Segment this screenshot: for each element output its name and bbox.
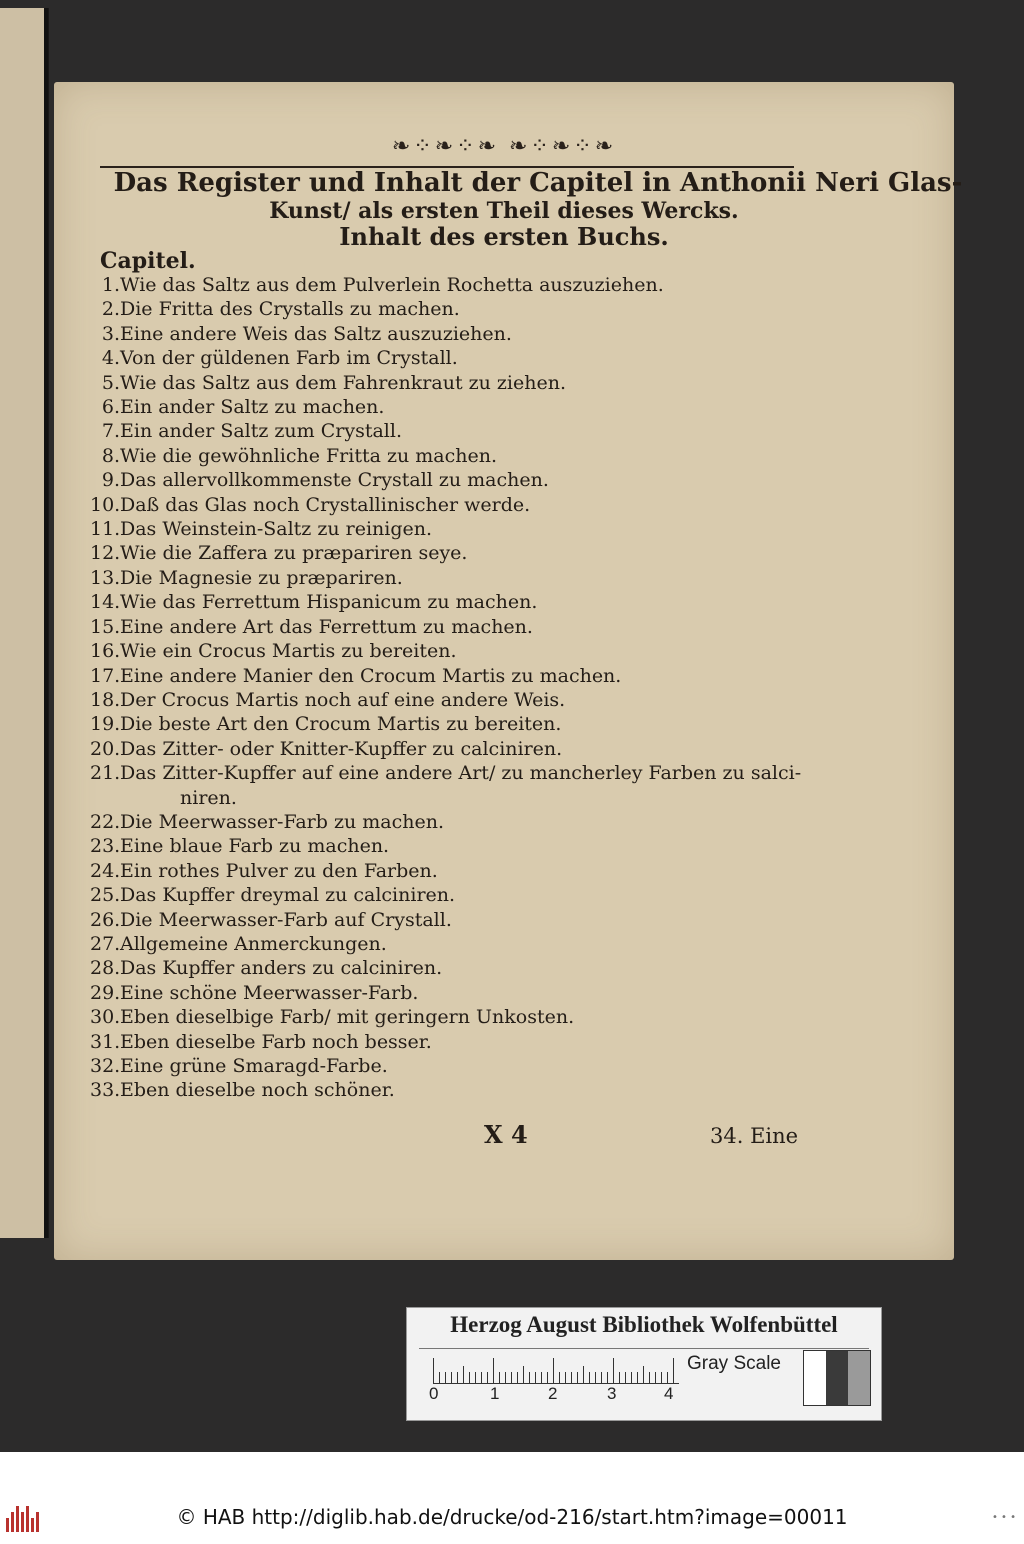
chapter-number: 3. — [101, 322, 120, 345]
ruler-tick — [445, 1372, 446, 1384]
gray-scale-label: Gray Scale — [687, 1353, 781, 1374]
ruler-tick — [571, 1372, 572, 1384]
chapter-title: Ein rothes Pulver zu den Farben. — [120, 859, 438, 882]
chapter-number: 32. — [90, 1055, 121, 1077]
gray-swatches — [803, 1350, 871, 1406]
ruler-tick — [595, 1372, 596, 1384]
ruler-label-1: 1 — [490, 1384, 500, 1403]
ruler-label-0: 0 — [429, 1384, 439, 1403]
footer-bar — [0, 1452, 1024, 1544]
chapter-number: 27. — [90, 932, 121, 955]
chapter-title: Die Magnesie zu præpariren. — [120, 566, 403, 589]
chapter-entry — [90, 712, 810, 736]
chapter-entry — [90, 908, 810, 932]
ruler-label-3: 3 — [607, 1384, 617, 1403]
chapter-title: Eben dieselbe noch schöner. — [120, 1079, 395, 1102]
chapter-title: Daß das Glas noch Crystallinischer werde. — [120, 493, 531, 516]
chapter-entry — [90, 810, 810, 834]
chapter-number: 21. — [90, 762, 121, 785]
ruler-tick — [613, 1358, 614, 1384]
page-gutter — [44, 8, 48, 1238]
chapter-title: Eine andere Manier den Crocum Martis zu machen. — [120, 664, 622, 687]
chapter-entry — [90, 615, 810, 639]
ruler-tick — [607, 1372, 608, 1384]
page-title-line-1: Das Register und Inhalt der Capitel in Anthonii Neri Glas- — [113, 168, 963, 198]
chapter-entry — [90, 664, 810, 688]
card-divider — [419, 1348, 869, 1349]
ruler-tick — [631, 1372, 632, 1384]
ruler-tick — [499, 1372, 500, 1384]
ruler-tick — [625, 1372, 626, 1384]
ruler-tick — [505, 1372, 506, 1384]
ruler-tick — [541, 1372, 542, 1384]
chapter-title: Eine grüne Smaragd-Farbe. — [120, 1055, 388, 1077]
chapter-number: 9. — [101, 469, 120, 492]
chapter-title: Ein ander Saltz zum Crystall. — [120, 420, 402, 443]
chapter-number: 31. — [90, 1030, 121, 1053]
ruler-tick — [565, 1372, 566, 1384]
ruler-tick — [547, 1372, 548, 1384]
ruler-tick — [493, 1358, 494, 1384]
ruler-tick — [601, 1372, 602, 1384]
chapter-title: Das Weinstein-Saltz zu reinigen. — [120, 518, 433, 541]
chapter-title: Eine andere Art das Ferrettum zu machen. — [120, 615, 533, 638]
chapter-entry — [90, 395, 810, 419]
chapter-title: Wie das Saltz aus dem Fahrenkraut zu ziehen. — [120, 371, 566, 394]
chapter-title: Wie ein Crocus Martis zu bereiten. — [120, 640, 457, 663]
ruler-tick — [481, 1372, 482, 1384]
chapter-entry — [90, 517, 810, 541]
chapter-entry — [90, 639, 810, 663]
chapter-number: 26. — [90, 908, 121, 931]
chapter-entry — [90, 834, 810, 858]
ruler-tick — [529, 1372, 530, 1384]
chapter-entry — [90, 297, 810, 321]
chapter-entry — [90, 468, 810, 492]
chapter-number: 5. — [101, 371, 120, 394]
ruler-tick — [451, 1372, 452, 1384]
chapter-title: Ein ander Saltz zu machen. — [120, 396, 385, 419]
chapter-title: Die Fritta des Crystalls zu machen. — [120, 298, 460, 321]
ruler-tick — [511, 1372, 512, 1384]
chapter-number: 20. — [90, 737, 121, 760]
ruler-tick — [487, 1372, 488, 1384]
ruler-tick — [589, 1372, 590, 1384]
chapter-title-continuation: niren. — [180, 786, 237, 809]
ruler-tick — [673, 1358, 674, 1384]
chapter-number: 14. — [90, 591, 121, 614]
previous-page-edge — [0, 8, 49, 1238]
chapter-entry — [90, 1054, 810, 1078]
ruler-tick — [661, 1372, 662, 1384]
ruler-tick — [655, 1372, 656, 1384]
chapter-title: Eben dieselbe Farb noch besser. — [120, 1030, 432, 1053]
chapter-number: 29. — [90, 981, 121, 1004]
chapter-number: 4. — [101, 347, 120, 370]
chapter-entry — [90, 859, 810, 883]
ruler-tick — [643, 1366, 644, 1384]
chapter-number: 17. — [90, 664, 121, 687]
chapter-title: Die Meerwasser-Farb auf Crystall. — [120, 908, 452, 931]
page-title-line-2: Kunst/ als ersten Theil dieses Wercks. — [269, 198, 739, 224]
chapter-entry — [90, 566, 810, 590]
swatch-gray — [848, 1351, 870, 1405]
chapter-entry — [90, 688, 810, 712]
chapter-number: 1. — [101, 274, 120, 296]
ruler-tick — [523, 1366, 524, 1384]
ruler-tick — [667, 1372, 668, 1384]
chapter-number: 18. — [90, 688, 121, 711]
ruler-tick — [463, 1366, 464, 1384]
chapter-number: 10. — [90, 493, 121, 516]
chapter-title: Wie das Ferrettum Hispanicum zu machen. — [120, 591, 538, 614]
color-reference-card — [406, 1307, 882, 1421]
ruler-tick — [457, 1372, 458, 1384]
chapter-title: Der Crocus Martis noch auf eine andere Weis. — [120, 688, 566, 711]
chapter-title: Eben dieselbige Farb/ mit geringern Unkosten. — [120, 1006, 575, 1029]
chapter-entry — [90, 590, 810, 614]
ruler-tick — [583, 1366, 584, 1384]
chapter-entry — [90, 761, 810, 810]
footer-dots: • • • — [991, 1512, 1016, 1523]
chapter-number: 13. — [90, 566, 121, 589]
chapter-entry — [90, 541, 810, 565]
chapter-entry — [90, 322, 810, 346]
chapter-entry — [90, 1030, 810, 1054]
chapter-title: Das allervollkommenste Crystall zu machen. — [120, 469, 549, 492]
chapter-title: Allgemeine Anmerckungen. — [120, 932, 387, 955]
chapter-entry — [90, 371, 810, 395]
ruler-tick — [517, 1372, 518, 1384]
library-name: Herzog August Bibliothek Wolfenbüttel — [450, 1312, 838, 1337]
chapter-number: 11. — [90, 518, 121, 541]
chapter-list — [90, 273, 810, 1103]
chapter-title: Die Meerwasser-Farb zu machen. — [120, 810, 444, 833]
ruler-tick — [577, 1372, 578, 1384]
ruler-label-4: 4 — [664, 1384, 674, 1403]
chapter-number: 23. — [90, 835, 121, 858]
chapter-number: 25. — [90, 884, 121, 907]
chapter-title: Die beste Art den Crocum Martis zu bereiten. — [120, 713, 562, 736]
chapter-number: 28. — [90, 957, 121, 980]
catchword: 34. Eine — [710, 1124, 799, 1148]
ruler-tick — [433, 1358, 434, 1384]
chapter-number: 24. — [90, 859, 121, 882]
chapter-title: Wie die gewöhnliche Fritta zu machen. — [120, 444, 497, 467]
chapter-number: 2. — [101, 298, 120, 321]
capitel-label: Capitel. — [100, 248, 196, 274]
ruler-tick — [559, 1372, 560, 1384]
chapter-entry — [90, 1078, 810, 1102]
header-ornament: ❧⁘❧⁘❧ ❧⁘❧⁘❧ — [391, 134, 617, 159]
ruler-tick — [649, 1372, 650, 1384]
chapter-title: Das Zitter- oder Knitter-Kupffer zu calciniren. — [120, 737, 563, 760]
ruler-tick — [553, 1358, 554, 1384]
chapter-number: 7. — [101, 420, 120, 443]
chapter-number: 19. — [90, 713, 121, 736]
swatch-white — [804, 1351, 826, 1405]
chapter-title: Das Zitter-Kupffer auf eine andere Art/ zu mancherley Farben zu salci- — [120, 762, 802, 785]
ruler-tick — [619, 1372, 620, 1384]
chapter-title: Eine schöne Meerwasser-Farb. — [120, 981, 419, 1004]
chapter-title: Wie die Zaffera zu præpariren seye. — [120, 542, 468, 565]
ruler-tick — [475, 1372, 476, 1384]
chapter-entry — [90, 932, 810, 956]
chapter-entry — [90, 444, 810, 468]
chapter-title: Das Kupffer anders zu calciniren. — [120, 957, 443, 980]
chapter-number: 12. — [90, 542, 121, 565]
ruler-tick — [469, 1372, 470, 1384]
chapter-entry — [90, 493, 810, 517]
ruler-tick — [535, 1372, 536, 1384]
chapter-entry — [90, 956, 810, 980]
chapter-entry — [90, 273, 810, 297]
chapter-number: 6. — [101, 396, 120, 419]
chapter-title: Von der güldenen Farb im Crystall. — [120, 347, 458, 370]
chapter-number: 30. — [90, 1006, 121, 1029]
chapter-entry — [90, 419, 810, 443]
chapter-entry — [90, 883, 810, 907]
chapter-number: 33. — [90, 1079, 121, 1102]
section-heading: Inhalt des ersten Buchs. — [339, 222, 669, 251]
chapter-title: Eine andere Weis das Saltz auszuziehen. — [120, 322, 512, 345]
chapter-number: 15. — [90, 615, 121, 638]
chapter-entry — [90, 346, 810, 370]
swatch-black — [826, 1351, 848, 1405]
ruler-tick — [637, 1372, 638, 1384]
copyright-link[interactable]: © HAB http://diglib.hab.de/drucke/od-216/start.htm?image=00011 — [176, 1505, 848, 1529]
chapter-number: 8. — [101, 444, 120, 467]
chapter-title: Wie das Saltz aus dem Pulverlein Rochetta auszuziehen. — [120, 274, 664, 296]
ruler-tick — [439, 1372, 440, 1384]
scanned-page — [54, 82, 963, 1260]
chapter-entry — [90, 737, 810, 761]
chapter-entry — [90, 1005, 810, 1029]
chapter-title: Eine blaue Farb zu machen. — [120, 835, 390, 858]
signature-mark: X 4 — [484, 1120, 528, 1149]
ruler-label-2: 2 — [548, 1384, 558, 1403]
chapter-title: Das Kupffer dreymal zu calciniren. — [120, 884, 456, 907]
chapter-number: 16. — [90, 640, 121, 663]
chapter-entry — [90, 981, 810, 1005]
scale-ruler — [433, 1356, 679, 1384]
chapter-number: 22. — [90, 810, 121, 833]
